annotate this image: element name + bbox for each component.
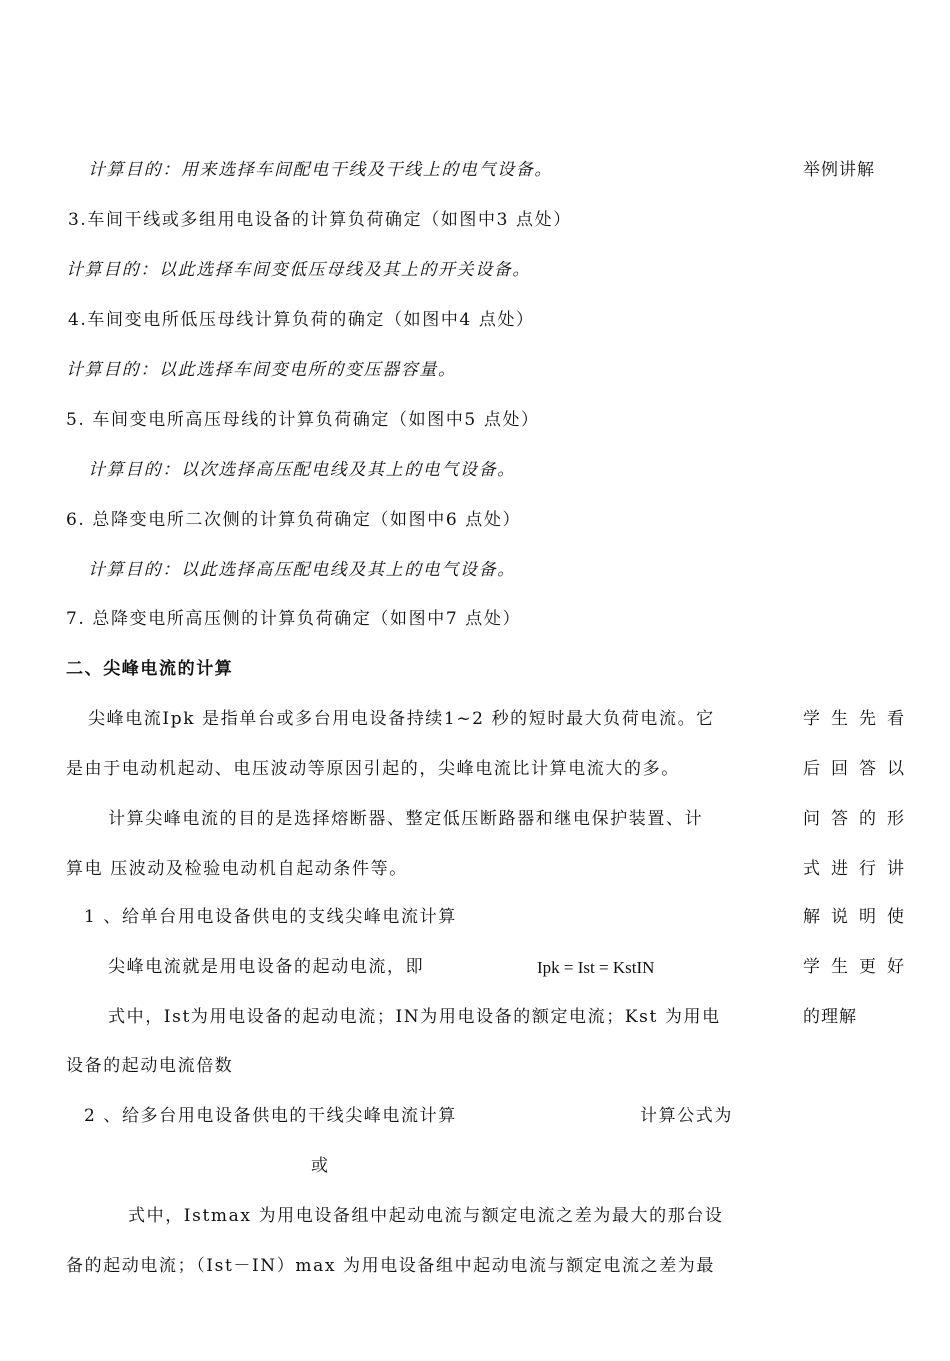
purpose-line-1: 计算目的：用来选择车间配电干线及干线上的电气设备。: [88, 160, 553, 180]
purpose-line-6: 计算目的：以此选择高压配电线及其上的电气设备。: [88, 560, 516, 580]
paragraph-1-line-1: 尖峰电流Ipk 是指单台或多台用电设备持续1~2 秒的短时最大负荷电流。它: [88, 709, 715, 729]
paragraph-2-line-1: 计算尖峰电流的目的是选择熔断器、整定低压断路器和继电保护装置、计: [108, 809, 704, 829]
subsection-1-text: 尖峰电流就是用电设备的起动电流，即: [108, 957, 425, 977]
side-note-line: 后回答以: [803, 759, 915, 779]
side-note-line: 问答的形: [803, 809, 915, 829]
side-note-line: 学生更好: [803, 957, 915, 977]
item-6: 6. 总降变电所二次侧的计算负荷确定（如图中6 点处）: [66, 510, 522, 530]
subsection-2-definition-line-1: 式中，Istmax 为用电设备组中起动电流与额定电流之差为最大的那台设: [128, 1206, 724, 1226]
subsection-2-formula-label: 计算公式为: [640, 1106, 733, 1126]
subsection-1-heading: 1 、给单台用电设备供电的支线尖峰电流计算: [84, 907, 457, 927]
side-note-line: 学生先看: [803, 709, 915, 729]
or-text: 或: [311, 1156, 330, 1176]
purpose-line-4: 计算目的：以此选择车间变电所的变压器容量。: [66, 360, 457, 380]
side-note-line: 式进行讲: [803, 859, 915, 879]
subsection-1-definition-line-2: 设备的起动电流倍数: [66, 1056, 234, 1076]
section-heading: 二、尖峰电流的计算: [66, 659, 234, 679]
paragraph-2-line-2: 算电 压波动及检验电动机自起动条件等。: [66, 859, 408, 879]
side-note-line: 的理解: [803, 1007, 857, 1027]
item-3: 3.车间干线或多组用电设备的计算负荷确定（如图中3 点处）: [68, 210, 572, 230]
purpose-line-3: 计算目的：以此选择车间变低压母线及其上的开关设备。: [66, 260, 531, 280]
subsection-1-definition-line-1: 式中，Ist为用电设备的起动电流；IN为用电设备的额定电流；Kst 为用电: [108, 1007, 721, 1027]
paragraph-1-line-2: 是由于电动机起动、电压波动等原因引起的，尖峰电流比计算电流大的多。: [66, 759, 680, 779]
item-7: 7. 总降变电所高压侧的计算负荷确定（如图中7 点处）: [66, 609, 522, 629]
subsection-1-formula: Ipk = Ist = KstIN: [537, 958, 655, 977]
item-5: 5. 车间变电所高压母线的计算负荷确定（如图中5 点处）: [66, 410, 540, 430]
item-4: 4.车间变电所低压母线计算负荷的确定（如图中4 点处）: [68, 310, 535, 330]
side-note-example: 举例讲解: [803, 160, 875, 180]
side-note-line: 解说明使: [803, 907, 915, 927]
purpose-line-5: 计算目的：以次选择高压配电线及其上的电气设备。: [88, 460, 516, 480]
subsection-2-heading: 2 、给多台用电设备供电的干线尖峰电流计算: [84, 1106, 457, 1126]
subsection-2-definition-line-2: 备的起动电流；（Ist－IN）max 为用电设备组中起动电流与额定电流之差为最: [66, 1256, 716, 1276]
